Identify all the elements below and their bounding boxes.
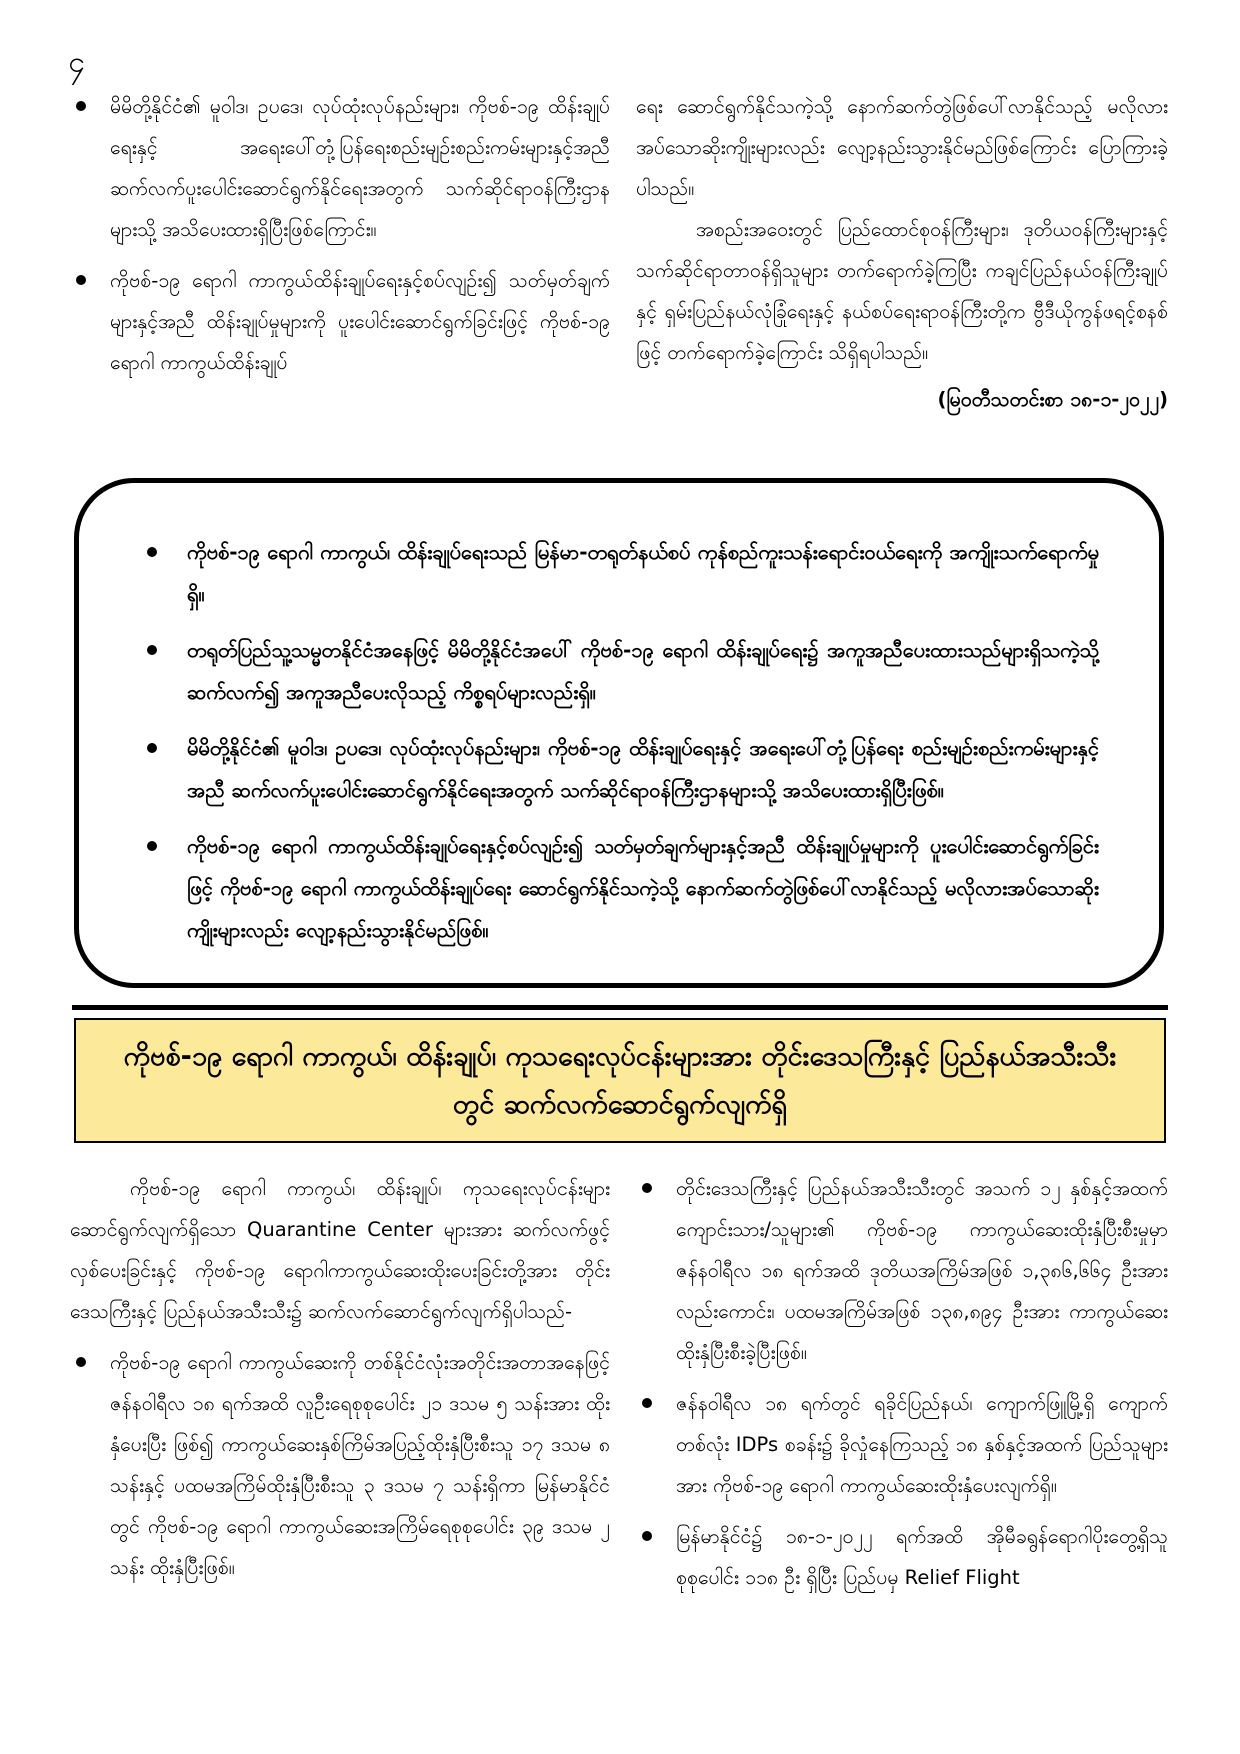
intro-paragraph: ကိုဗစ်-၁၉ ရောဂါ ကာကွယ်၊ ထိန်းချုပ်၊ ကုသရေးလုပ်ငန်းများဆောင်ရွက်လျက်ရှိသော Quarantine Center များအား ဆက်လက်ဖွင့်လှစ်ပေးခြင်းနှင့် ကိုဗစ်-၁၉ ရောဂါကာကွယ်ဆေးထိုးပေးခြင်းတို့အား တိုင်းဒေသကြီးနှင့် ပြည်နယ်အသီးသီး၌ ဆက်လက်ဆောင်ရွက်လျက်ရှိပါသည်- [70,1177,610,1323]
list-item-text: မိမိတို့နိုင်ငံ၏ မူဝါဒ၊ ဥပဒေ၊ လုပ်ထုံးလုပ်နည်းများ၊ ကိုဗစ်-၁၉ ထိန်းချုပ်ရေးနှင့် အရေးပေါ်တုံ့ပြန်ရေး စည်းမျဉ်းစည်းကမ်းများနှင့်အညီ ဆက်လက်ပူးပေါင်းဆောင်ရွက်နိုင်ရေးအတွက် သက်ဆိုင်ရာဝန်ကြီးဌာနများသို့ အသိပေးထားရှိပြီးဖြစ်။ [187,736,1099,802]
section-title-text: ကိုဗစ်-၁၉ ရောဂါ ကာကွယ်၊ ထိန်းချုပ်၊ ကုသရေးလုပ်ငန်းများအား တိုင်းဒေသကြီးနှင့် ပြည်နယ်အသီးသီးတွင် ဆက်လက်ဆောင်ရွက်လျက်ရှိ [123,1040,1117,1120]
bottom-left-column [70,1168,610,1598]
list-item [70,86,610,250]
list-item [70,260,610,383]
bottom-right-bullet-list [636,1168,1168,1598]
list-item [141,629,1099,713]
news-source: (မြဝတီသတင်းစာ ၁၈-၁-၂၀၂၂) [937,388,1168,411]
bullet-icon [147,645,157,655]
list-item-text: ဇန်နဝါရီလ ၁၈ ရက်တွင် ရခိုင်ပြည်နယ်၊ ကျောက်ဖြူမြို့ရှိ ကျောက်တစ်လုံး IDPs စခန်း၌ ခိုလှုံနေကြသည့် ၁၈ နှစ်နှင့်အထက် ပြည်သူများအား ကိုဗစ်-၁၉ ရောဂါ ကာကွယ်ဆေးထိုးနှံပေးလျက်ရှိ။ [676,1392,1168,1497]
list-item-text: တိုင်းဒေသကြီးနှင့် ပြည်နယ်အသီးသီးတွင် အသက် ၁၂ နှစ်နှင့်အထက် ကျောင်းသား/သူများ၏ ကိုဗစ်-၁၉ ကာကွယ်ဆေးထိုးနှံပြီးစီးမှုမှာ ဇန်နဝါရီလ ၁၈ ရက်အထိ ဒုတိယအကြိမ်အဖြစ် ၁,၃၈၆,၆၆၄ ဦးအားလည်းကောင်း၊ ပထမအကြိမ်အဖြစ် ၁၃၈,၈၉၄ ဦးအား ကာကွယ်ဆေးထိုးနှံပြီးစီးခဲ့ပြီးဖြစ်။ [676,1177,1168,1364]
bullet-icon [147,841,157,851]
list-item [70,1342,610,1588]
top-left-column [70,86,610,393]
list-item-text: မိမိတို့နိုင်ငံ၏ မူဝါဒ၊ ဥပဒေ၊ လုပ်ထုံးလုပ်နည်းများ၊ ကိုဗစ်-၁၉ ထိန်းချုပ်ရေးနှင့် အရေးပေါ်တုံ့ပြန်ရေးစည်းမျဉ်းစည်းကမ်းများနှင့်အညီ ဆက်လက်ပူးပေါင်းဆောင်ရွက်နိုင်ရေးအတွက် သက်ဆိုင်ရာဝန်ကြီးဌာနများသို့ အသိပေးထားရှိပြီးဖြစ်ကြောင်း။ [110,95,610,241]
list-item-text: ကိုဗစ်-၁၉ ရောဂါ ကာကွယ်ထိန်းချုပ်ရေးနှင့်စပ်လျဉ်း၍ သတ်မှတ်ချက်များနှင့်အညီ ထိန်းချုပ်မှုများကို ပူးပေါင်းဆောင်ရွက်ခြင်းဖြင့် ကိုဗစ်-၁၉ ရောဂါ ကာကွယ်ထိန်းချုပ် [110,269,610,374]
bottom-left-bullet-list [70,1342,610,1588]
list-item [636,1383,1168,1506]
list-item-text: ကိုဗစ်-၁၉ ရောဂါ ကာကွယ်၊ ထိန်းချုပ်ရေးသည် မြန်မာ-တရုတ်နယ်စပ် ကုန်စည်ကူးသန်းရောင်းဝယ်ရေးကို အကျိုးသက်ရောက်မှုရှိ။ [187,540,1099,606]
bullet-icon [76,275,86,285]
list-item [636,1516,1168,1598]
bullet-icon [76,1357,86,1367]
bullet-icon [76,101,86,111]
bullet-icon [147,547,157,557]
top-left-bullet-list [70,86,610,383]
bullet-icon [642,1183,652,1193]
list-item-text: တရုတ်ပြည်သူ့သမ္မတနိုင်ငံအနေဖြင့် မိမိတို့နိုင်ငံအပေါ် ကိုဗစ်-၁၉ ရောဂါ ထိန်းချုပ်ရေး၌ အကူအညီပေးထားသည်များရှိသကဲ့သို့ ဆက်လက်၍ အကူအညီပေးလိုသည့် ကိစ္စရပ်များလည်းရှိ။ [187,638,1099,704]
list-item [141,531,1099,615]
continued-text: ရေး ဆောင်ရွက်နိုင်သကဲ့သို့ နောက်ဆက်တွဲဖြစ်ပေါ်လာနိုင်သည့် မလိုလားအပ်သောဆိုးကျိုးများလည်း လျော့နည်းသွားနိုင်မည်ဖြစ်ကြောင်း ပြောကြားခဲ့ပါသည်။ [636,95,1168,200]
list-item [141,727,1099,811]
list-item-text: မြန်မာနိုင်ငံ၌ ၁၈-၁-၂၀၂၂ ရက်အထိ အိုမီခရွန်ရောဂါပိုးတွေ့ရှိသူစုစုပေါင်း ၁၁၈ ဦး ရှိပြီး ပြည်ပမှ Relief Flight [676,1525,1168,1589]
top-right-column [636,86,1168,420]
list-item [636,1168,1168,1373]
summary-box [74,478,1164,988]
list-item [141,825,1099,951]
section-title [74,1018,1166,1143]
list-item-text: ကိုဗစ်-၁၉ ရောဂါ ကာကွယ်ဆေးကို တစ်နိုင်ငံလုံးအတိုင်းအတာအနေဖြင့် ဇန်နဝါရီလ ၁၈ ရက်အထိ လူဦးရေစုစုပေါင်း ၂၁ ဒသမ ၅ သန်းအား ထိုးနှံပေးပြီး ဖြစ်၍ ကာကွယ်ဆေးနှစ်ကြိမ်အပြည့်ထိုးနှံပြီးစီးသူ ၁၇ ဒသမ ၈ သန်းနှင့် ပထမအကြိမ်ထိုးနှံပြီးစီးသူ ၃ ဒသမ ၇ သန်းရှိကာ မြန်မာနိုင်ငံတွင် ကိုဗစ်-၁၉ ရောဂါ ကာကွယ်ဆေးအကြိမ်ရေစုစုပေါင်း ၃၉ ဒသမ ၂ သန်း ထိုးနှံပြီးဖြစ်။ [110,1351,610,1579]
bullet-icon [642,1398,652,1408]
section-divider [72,1005,1168,1010]
bottom-right-column [636,1168,1168,1608]
page-number: ၄ [68,45,85,80]
summary-bullet-list [141,531,1099,951]
body-paragraph: အစည်းအဝေးတွင် ပြည်ထောင်စုဝန်ကြီးများ၊ ဒုတိယဝန်ကြီးများနှင့် သက်ဆိုင်ရာတာဝန်ရှိသူများ တက်ရောက်ခဲ့ကြပြီး ကချင်ပြည်နယ်ဝန်ကြီးချုပ်နှင့် ရှမ်းပြည်နယ်လုံခြုံရေးနှင့် နယ်စပ်ရေးရာဝန်ကြီးတို့က ဗွီဒီယိုကွန်ဖရင့်စနစ်ဖြင့် တက်ရောက်ခဲ့ကြောင်း သိရှိရပါသည်။ [636,218,1168,364]
list-item-text: ကိုဗစ်-၁၉ ရောဂါ ကာကွယ်ထိန်းချုပ်ရေးနှင့်စပ်လျဉ်း၍ သတ်မှတ်ချက်များနှင့်အညီ ထိန်းချုပ်မှုများကို ပူးပေါင်းဆောင်ရွက်ခြင်းဖြင့် ကိုဗစ်-၁၉ ရောဂါ ကာကွယ်ထိန်းချုပ်ရေး ဆောင်ရွက်နိုင်သကဲ့သို့ နောက်ဆက်တွဲဖြစ်ပေါ်လာနိုင်သည့် မလိုလားအပ်သောဆိုးကျိုးများလည်း လျော့နည်းသွားနိုင်မည်ဖြစ်။ [187,834,1099,942]
bullet-icon [147,743,157,753]
bullet-icon [642,1531,652,1541]
